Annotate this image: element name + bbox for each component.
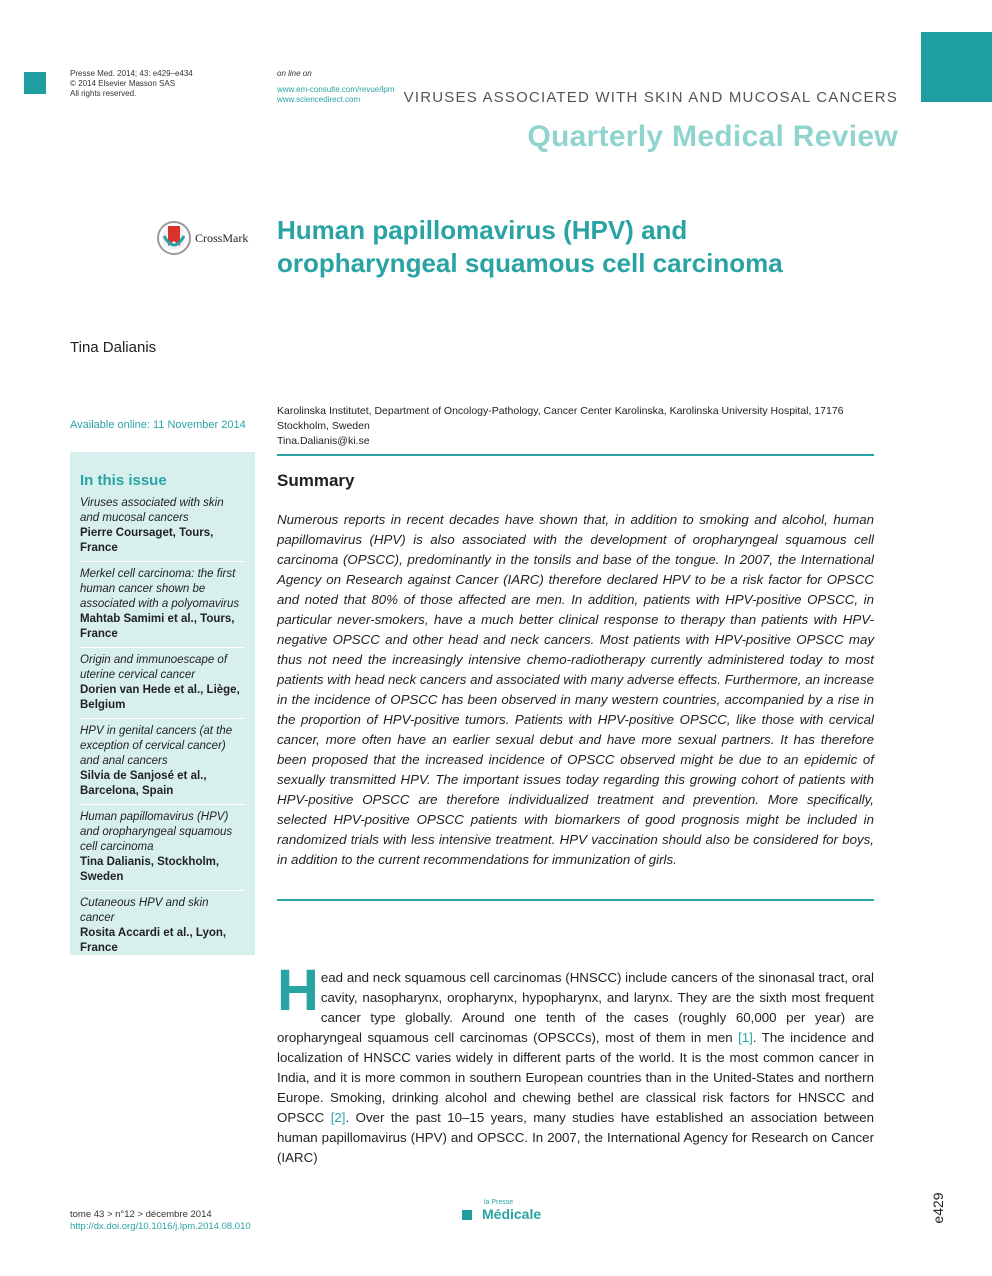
issue-item-title: Human papillomavirus (HPV) and oropharyngeal squamous cell carcinoma [80,811,233,853]
reference-link-2[interactable]: [2] [330,1110,346,1125]
issue-item-title: Merkel cell carcinoma: the first human cancer shown be associated with a polyomavirus [80,568,240,610]
summary-top-rule [277,454,874,456]
issue-item[interactable] [80,890,245,961]
section-heading: VIRUSES ASSOCIATED WITH SKIN AND MUCOSAL CANCERS [403,89,898,106]
issue-item-title: Viruses associated with skin and mucosal cancers [80,497,224,524]
online-label: on line on [277,69,312,78]
article-title [277,214,877,280]
title-line-2: oropharyngeal squamous cell carcinoma [277,248,783,278]
logo-small-text: la Presse [484,1199,514,1206]
issue-item-title: HPV in genital cancers (at the exception of cervical cancer) and anal cancers [80,725,233,767]
journal-logo [462,1199,541,1224]
online-link-sciencedirect[interactable]: www.sciencedirect.com [277,95,361,104]
review-type: Quarterly Medical Review [527,120,898,153]
doi-link[interactable]: http://dx.doi.org/10.1016/j.lpm.2014.08.010 [70,1221,251,1232]
page-number: e429 [930,1192,946,1224]
summary-heading: Summary [277,471,355,490]
issue-item-authors: Dorien van Hede et al., Liège, Belgium [80,684,240,711]
corner-square-left [24,72,46,94]
reference-link-1[interactable]: [1] [738,1030,753,1045]
journal-meta [70,69,193,99]
logo-big-text: Médicale [482,1206,542,1222]
issue-item-title: Origin and immunoescape of uterine cervical cancer [80,654,228,681]
issue-item-authors: Silvia de Sanjosé et al., Barcelona, Spain [80,770,207,797]
affiliation-block [277,404,875,449]
body-paragraph [277,958,875,1168]
page-number-block [925,1186,951,1226]
drop-cap: H [277,958,319,1023]
title-line-1: Human papillomavirus (HPV) and [277,215,688,245]
body-segment-1: ead and neck squamous cell carcinomas (HNSCC) include cancers of the sinonasal tract, oral cavity, nasopharynx, oropharynx, hypopharynx, and larynx. They are the sixth most frequent cancer type globally. Around one tenth of the cases (roughly 60,000 per year) are oropharyngeal squamous cell carcinomas (OPSCCs), most of them in men [277,970,874,1045]
crossmark-label: CrossMark [195,230,249,245]
body-segment-2: . The incidence and localization of HNSCC varies widely in different parts of the world. It is the most common cancer in India, and it is more common in southern European countries than in the United-States and northern Europe. Smoking, drinking alcohol and chewing bethel are classical risk factors for HNSCC and OPSCC [277,1030,874,1125]
body-segment-3: . Over the past 10–15 years, many studies have established an association between human papillomavirus (HPV) and OPSCC. In 2007, the International Agency for Research on Cancer (IARC) [277,1110,875,1165]
journal-ref: Presse Med. 2014; 43: e429–e434 [70,69,193,78]
in-this-issue-heading: In this issue [80,472,167,489]
issue-item[interactable] [80,496,245,561]
in-this-issue-box [70,452,255,955]
summary-bottom-rule [277,899,874,901]
online-block [277,69,394,105]
author-name: Tina Dalianis [70,339,157,356]
issue-item-authors: Pierre Coursaget, Tours, France [80,527,214,554]
copyright: © 2014 Elsevier Masson SAS [70,79,176,88]
issue-item[interactable] [80,804,245,890]
issue-item[interactable] [80,561,245,647]
issue-item-authors: Rosita Accardi et al., Lyon, France [80,927,227,954]
crossmark-icon [157,220,191,256]
affiliation: Karolinska Institutet, Department of Oncology-Pathology, Cancer Center Karolinska, Karolinska University Hospital, 17176 Stockholm, Sweden [277,405,844,432]
summary-text: Numerous reports in recent decades have shown that, in addition to smoking and alcohol, human papillomavirus (HPV) is also associated with the development of oropharyngeal squamous cell carcinoma (OPSCC), predominantly in the tonsils and base of the tongue. In 2007, the International Agency on Research against Cancer (IARC) therefore declared HPV to be a risk factor for OPSCC and noted that 80% of those affected are men. In addition, patients with HPV-positive OPSCC, in particular never-smokers, have a much better clinical response to therapy than patients with HPV-negative OPSCC and other head and neck cancers. Most patients with HPV-positive OPSCC may thus not need the increasingly intensive chemo-radiotherapy currently administered today to most patients with head neck cancers and associated with many adverse effects. Furthermore, an increase in the incidence of OPSCC has been observed in many western countries, accompanied by a rise in the proportion of HPV-positive tumors. Patients with HPV-positive OPSCC, like those with cervical cancer, more often have an earlier sexual debut and have more sexual partners. It has therefore been proposed that the increased incidence of OPSCC observed might be due to an epidemic of sexually transmitted HPV. The important issues today regarding this growing cohort of patients with HPV-positive OPSCC are therefore individualized treatment and prevention. More specifically, selected HPV-positive OPSCC patients with biomarkers of good prognosis might be included in randomized trials with less intensive treatment. HPV vaccination should also be considered for boys, in addition to the current recommendations for immunization of girls. [277,512,874,867]
issue-item-authors: Mahtab Samimi et al., Tours, France [80,613,235,640]
corner-square-right [921,32,992,102]
available-online: Available online: 11 November 2014 [70,419,246,431]
issue-item-title: Cutaneous HPV and skin cancer [80,897,209,924]
crossmark-badge[interactable] [157,220,248,256]
footer-info [70,1209,251,1233]
author-email[interactable]: Tina.Dalianis@ki.se [277,435,370,447]
issue-info: tome 43 > n°12 > décembre 2014 [70,1209,212,1220]
online-link-emconsulte[interactable]: www.em-consulte.com/revue/lpm [277,85,395,94]
issue-item[interactable] [80,647,245,718]
logo-square-icon [462,1210,472,1220]
issue-item[interactable] [80,718,245,804]
issue-item-authors: Tina Dalianis, Stockholm, Sweden [80,856,220,883]
rights: All rights reserved. [70,89,137,98]
